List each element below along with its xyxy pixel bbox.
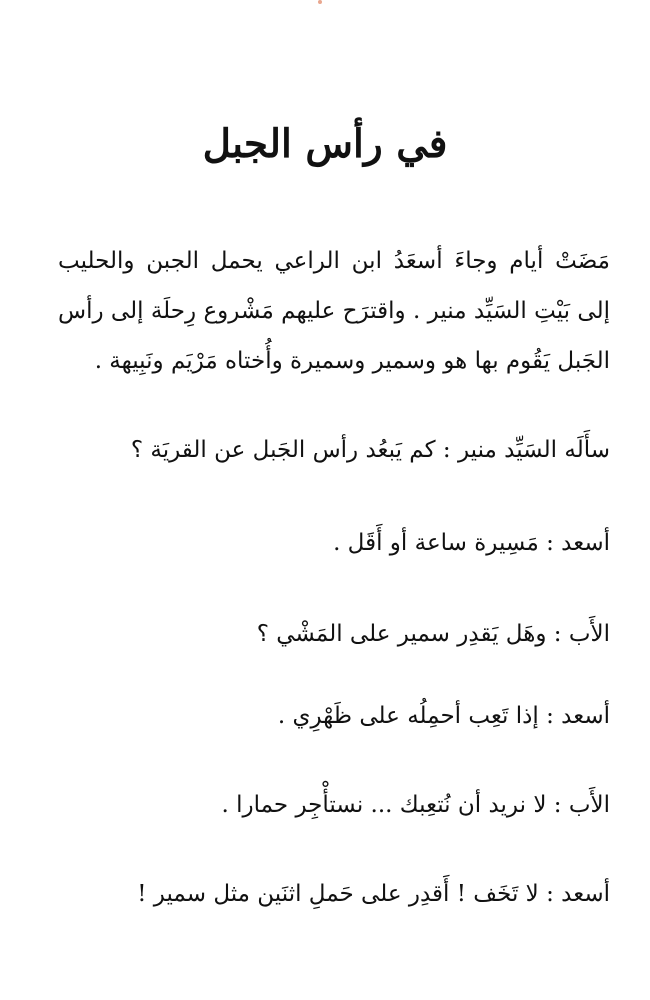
- dialogue-speaker: أسعد: [561, 881, 610, 907]
- dialogue-speaker: سأَلَه السَيِّد منير: [457, 437, 610, 463]
- dialogue-line: [30, 694, 610, 738]
- dialogue-text: لا نريد أن نُتعِبك ... نستأْجِر حمارا .: [221, 792, 547, 818]
- dialogue-separator: :: [538, 530, 562, 556]
- dialogue-speaker: الأَب: [568, 792, 610, 818]
- page-corner-mark: [318, 0, 322, 4]
- dialogue-speaker: أسعد: [561, 703, 610, 729]
- dialogue-separator: :: [546, 621, 569, 647]
- dialogue-separator: :: [435, 437, 458, 463]
- dialogue-line: [30, 783, 610, 827]
- dialogue-text: وهَل يَقدِر سمير على المَشْي ؟: [256, 621, 547, 647]
- dialogue-speaker: الأَب: [568, 621, 610, 647]
- dialogue-line: [30, 521, 610, 565]
- dialogue-line: [30, 612, 610, 656]
- dialogue-text: كم يَبعُد رأس الجَبل عن القريَة ؟: [130, 437, 436, 463]
- dialogue-line: [30, 428, 610, 472]
- dialogue-separator: :: [538, 703, 562, 729]
- intro-line: مَضَتْ أيام وجاءَ أسعَدُ ابن الراعي يحمل الجبن والحليب: [58, 248, 610, 274]
- dialogue-text: إذا تَعِب أحمِلُه على ظَهْرِي .: [277, 703, 539, 729]
- page-title: في رأس الجبل: [202, 121, 448, 167]
- dialogue-separator: :: [546, 792, 569, 818]
- dialogue-speaker: أسعد: [561, 530, 610, 556]
- intro-line: الجَبل يَقُوم بها هو وسمير وسميرة وأُختاه مَرْيَم ونَبِيهة .: [94, 348, 610, 374]
- dialogue-separator: :: [538, 881, 562, 907]
- dialogue-text: مَسِيرة ساعة أو أَقَل .: [333, 530, 539, 556]
- dialogue-text: لا تَخَف ! أَقدِر على حَملِ اثنَين مثل سمير !: [137, 881, 539, 907]
- intro-paragraph: [58, 236, 610, 386]
- dialogue-line: [30, 872, 610, 916]
- intro-line: إلى بَيْتِ السَيِّد منير . واقترَح عليهم مَشْروع رِحلَة إلى رأس: [58, 298, 610, 324]
